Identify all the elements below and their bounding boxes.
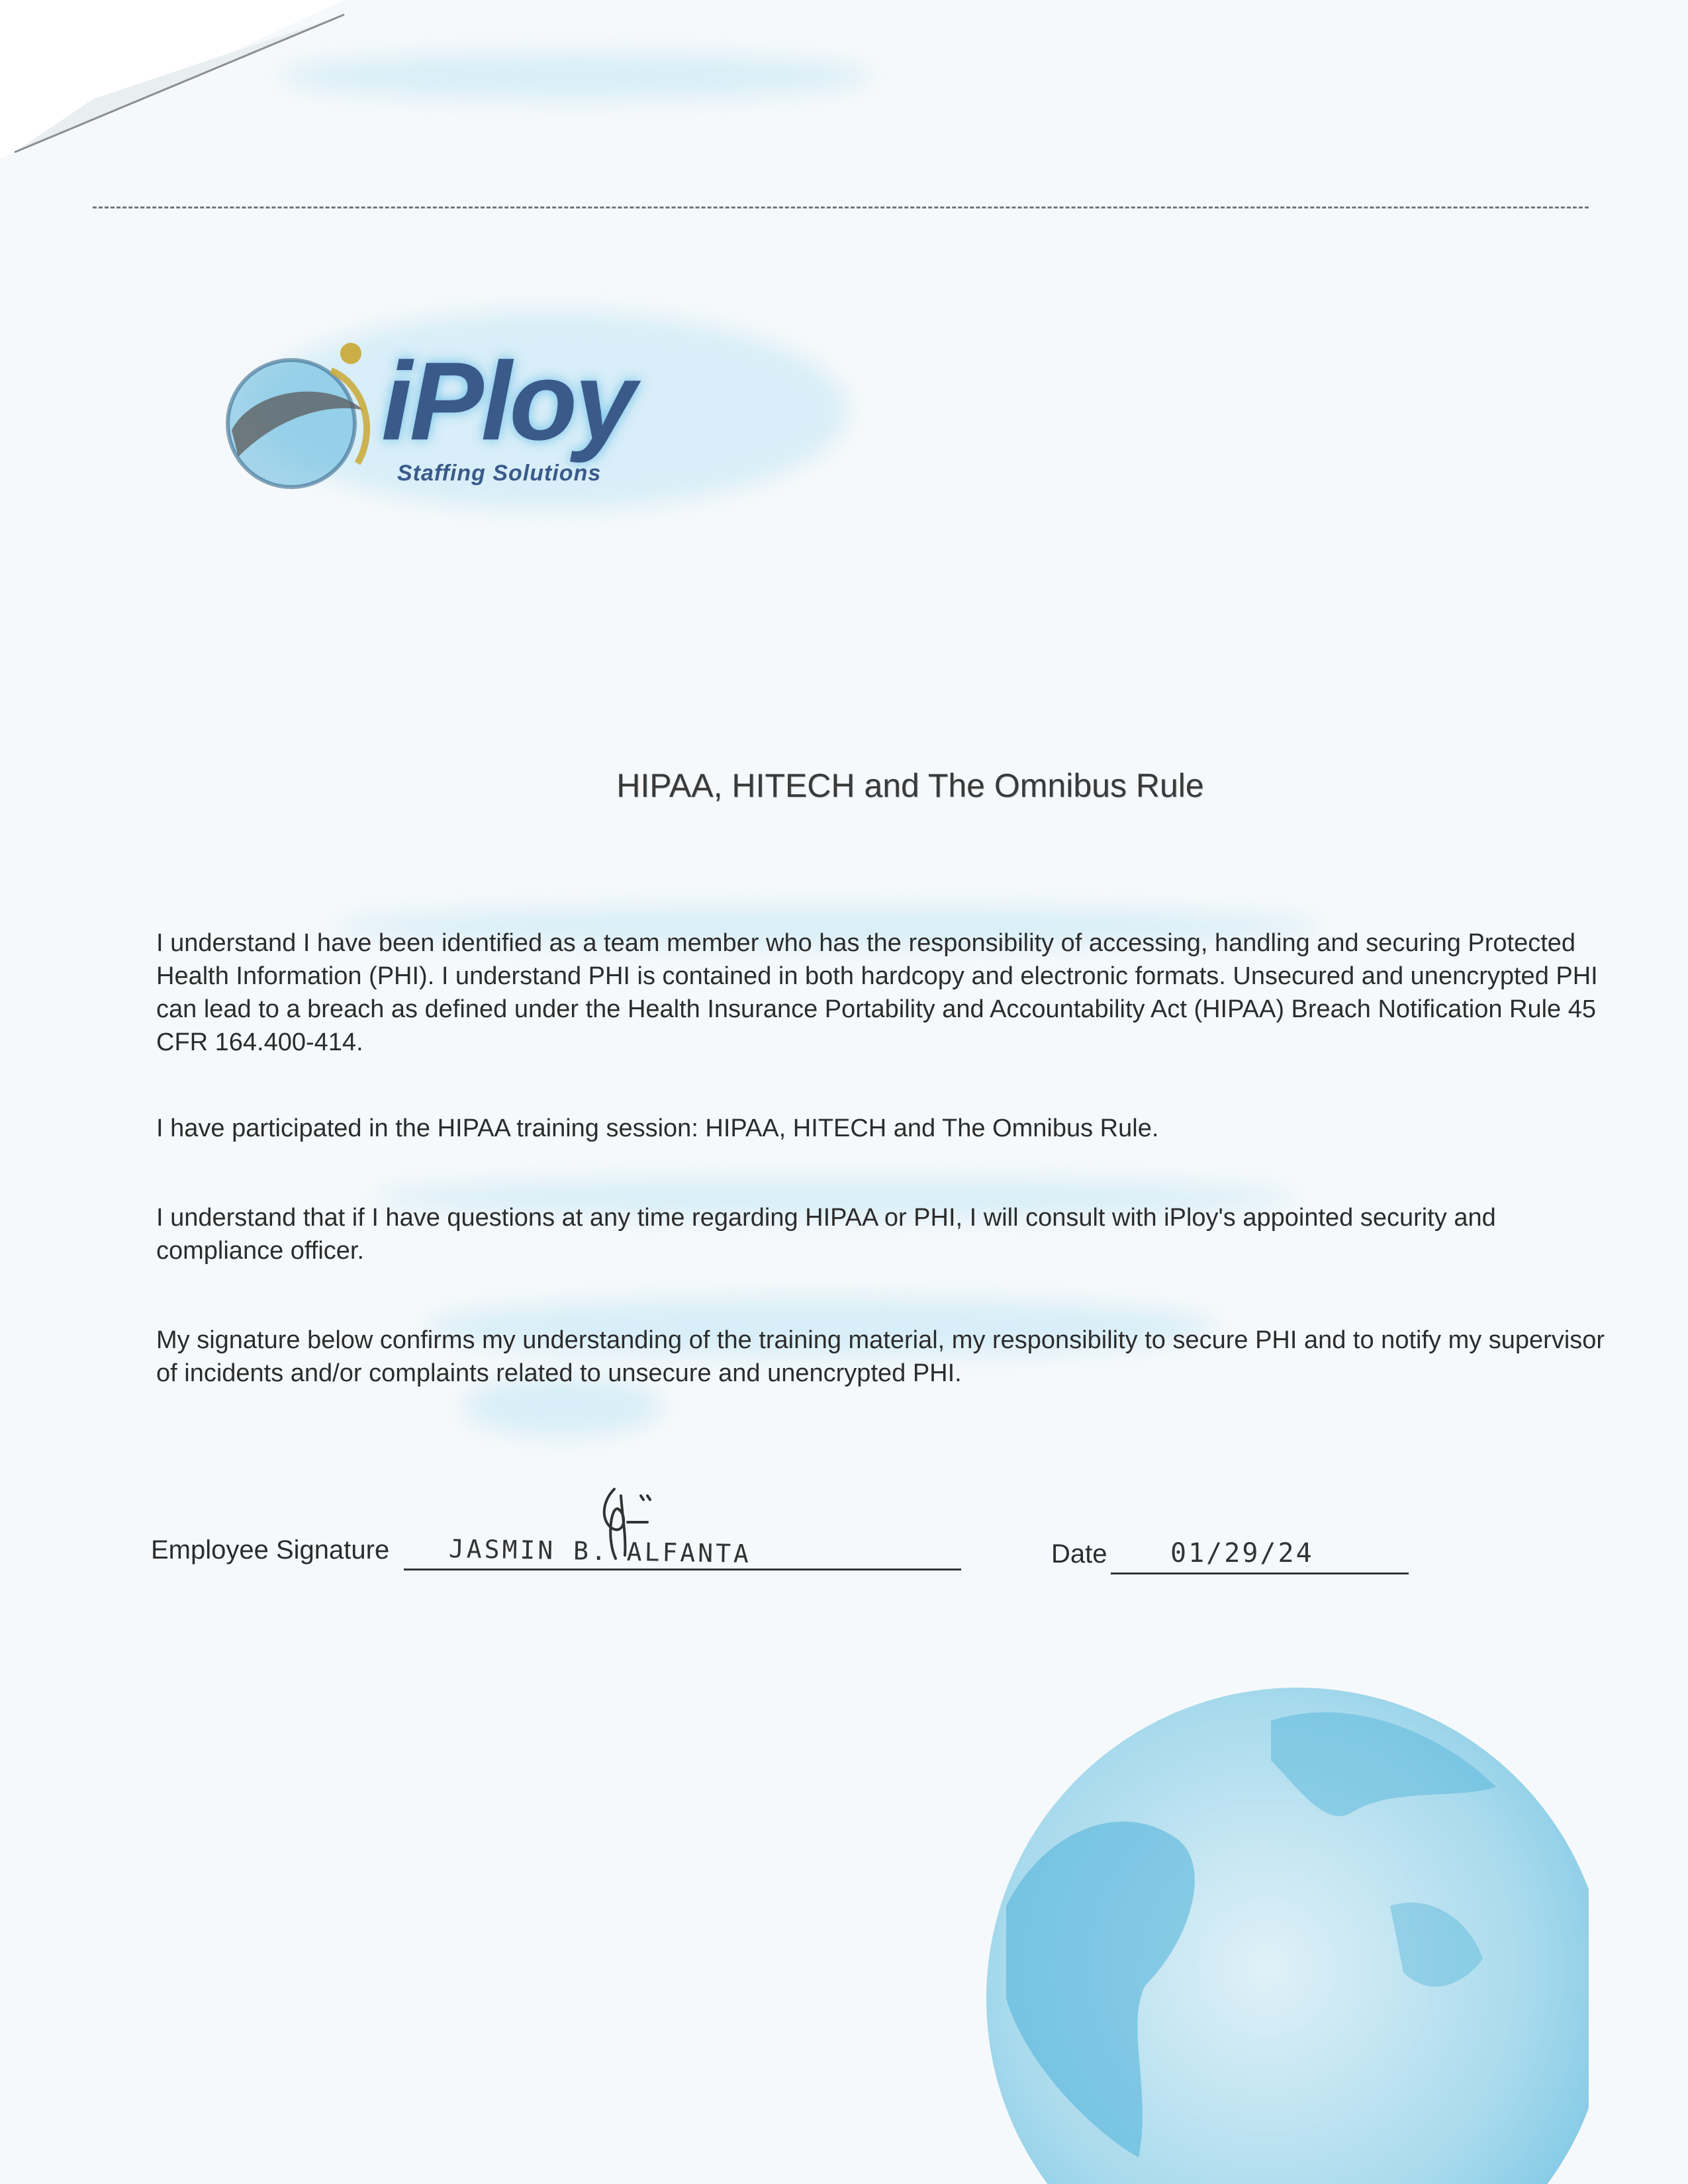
paragraph-questions: I understand that if I have questions at any time regarding HIPAA or PHI, I will consult with iPloy's appointed security and compliance officer. xyxy=(156,1204,1496,1265)
handwritten-signature-mark xyxy=(575,1476,667,1569)
globe-watermark-icon xyxy=(927,1628,1589,2184)
logo-wordmark: iPloy xyxy=(381,339,634,463)
employee-signature-label: Employee Signature xyxy=(151,1535,390,1565)
date-label: Date xyxy=(1051,1539,1107,1569)
globe-logo-icon xyxy=(212,331,384,503)
iploy-logo xyxy=(212,331,715,510)
signature-row xyxy=(151,1516,1607,1595)
paragraph-training: I have participated in the HIPAA training session: HIPAA, HITECH and The Omnibus Rule. xyxy=(156,1115,1159,1142)
folded-corner xyxy=(0,0,371,172)
date-line xyxy=(1111,1572,1409,1574)
date-value: 01/29/24 xyxy=(1170,1538,1314,1569)
document-title: HIPAA, HITECH and The Omnibus Rule xyxy=(616,767,1204,804)
paragraph-signature-confirmation: My signature below confirms my understanding of the training material, my responsibility to secure PHI and to notify my supervisor of incidents and/or complaints related to unsecure and unencrypted PHI. xyxy=(156,1326,1605,1387)
signature-line xyxy=(404,1569,961,1570)
top-rule xyxy=(93,206,1589,208)
employee-signature-name: JASMIN B. ALFANTA xyxy=(448,1534,752,1569)
paragraph-responsibility: I understand I have been identified as a team member who has the responsibility of accessing, handling and securing Protected Health Information (PHI). I understand PHI is contained in both hardcopy and electronic formats. Unsecured and unencrypted PHI can lead to a breach as defined under the Health Insurance Portability and Accountability Act (HIPAA) Breach Notification Rule 45 CFR 164.400-414. xyxy=(156,929,1598,1056)
logo-tagline: Staffing Solutions xyxy=(397,461,602,486)
